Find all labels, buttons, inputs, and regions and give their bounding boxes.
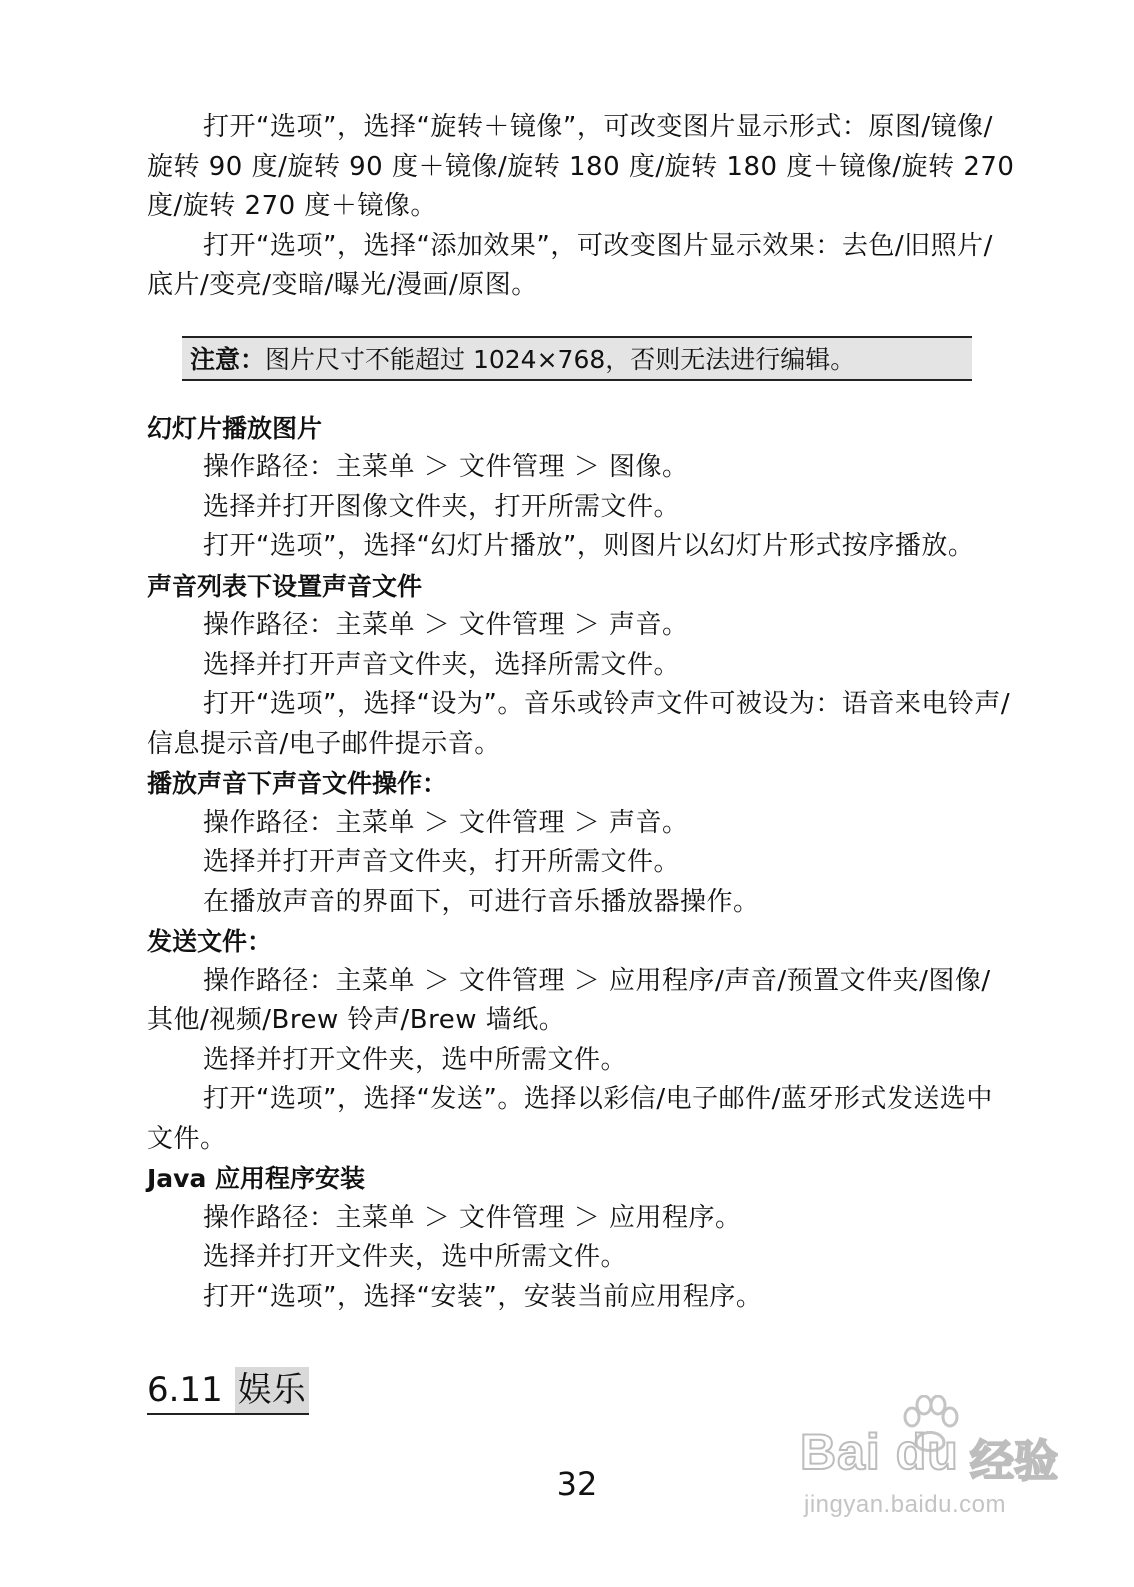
send-file-option: 打开“选项”，选择“发送”。选择以彩信/电子邮件/蓝牙形式发送选中文件。 xyxy=(147,1084,993,1154)
chapter-heading xyxy=(147,1367,309,1415)
sound-set-option: 打开“选项”，选择“设为”。音乐或铃声文件可被设为：语音来电铃声/信息提示音/电子邮件提示音。 xyxy=(147,689,1011,759)
watermark-url: jingyan.baidu.com xyxy=(804,1491,1006,1518)
chapter-number: 6.11 xyxy=(147,1367,235,1415)
sound-play-select: 选择并打开声音文件夹，打开所需文件。 xyxy=(203,847,681,877)
slideshow-path: 操作路径：主菜单 ＞ 文件管理 ＞ 图像。 xyxy=(203,452,689,482)
java-install-select: 选择并打开文件夹，选中所需文件。 xyxy=(203,1242,628,1272)
note-text: 图片尺寸不能超过 1024×768，否则无法进行编辑。 xyxy=(265,344,856,374)
heading-sound-set: 声音列表下设置声音文件 xyxy=(147,571,423,601)
note-label: 注意： xyxy=(190,344,266,374)
page-body xyxy=(147,108,1017,1317)
heading-sound-play: 播放声音下声音文件操作： xyxy=(147,769,448,798)
java-install-option: 打开“选项”，选择“安装”，安装当前应用程序。 xyxy=(203,1281,763,1312)
slideshow-select: 选择并打开图像文件夹，打开所需文件。 xyxy=(203,491,681,522)
watermark-logo: Bai du xyxy=(800,1424,959,1480)
heading-java-install: Java 应用程序安装 xyxy=(147,1164,366,1193)
heading-send-file: 发送文件： xyxy=(147,927,273,956)
watermark-suffix: 经验 xyxy=(970,1436,1058,1487)
send-file-select: 选择并打开文件夹，选中所需文件。 xyxy=(203,1044,628,1075)
note-box xyxy=(182,336,972,381)
sound-play-player: 在播放声音的界面下，可进行音乐播放器操作。 xyxy=(203,886,760,917)
sound-set-select: 选择并打开声音文件夹，选择所需文件。 xyxy=(203,649,681,680)
heading-slideshow: 幻灯片播放图片 xyxy=(147,413,323,443)
baidu-paw-icon xyxy=(898,1395,962,1455)
sound-set-path: 操作路径：主菜单 ＞ 文件管理 ＞ 声音。 xyxy=(203,610,689,640)
page-number: 32 xyxy=(556,1465,598,1503)
sound-play-path: 操作路径：主菜单 ＞ 文件管理 ＞ 声音。 xyxy=(203,807,689,838)
chapter-title: 娱乐 xyxy=(235,1367,309,1415)
paragraph-rotate-mirror: 打开“选项”，选择“旋转＋镜像”，可改变图片显示形式：原图/镜像/旋转 90 度/旋转 90 度＋镜像/旋转 180 度/旋转 180 度＋镜像/旋转 270 度/旋转 270 度＋镜像。 xyxy=(147,112,1015,221)
paragraph-effects: 打开“选项”，选择“添加效果”，可改变图片显示效果：去色/旧照片/底片/变亮/变暗/曝光/漫画/原图。 xyxy=(147,230,993,300)
java-install-path: 操作路径：主菜单 ＞ 文件管理 ＞ 应用程序。 xyxy=(203,1202,742,1233)
send-file-path: 操作路径：主菜单 ＞ 文件管理 ＞ 应用程序/声音/预置文件夹/图像/其他/视频/Brew 铃声/Brew 墙纸。 xyxy=(147,965,991,1035)
slideshow-option: 打开“选项”，选择“幻灯片播放”，则图片以幻灯片形式按序播放。 xyxy=(203,531,975,561)
